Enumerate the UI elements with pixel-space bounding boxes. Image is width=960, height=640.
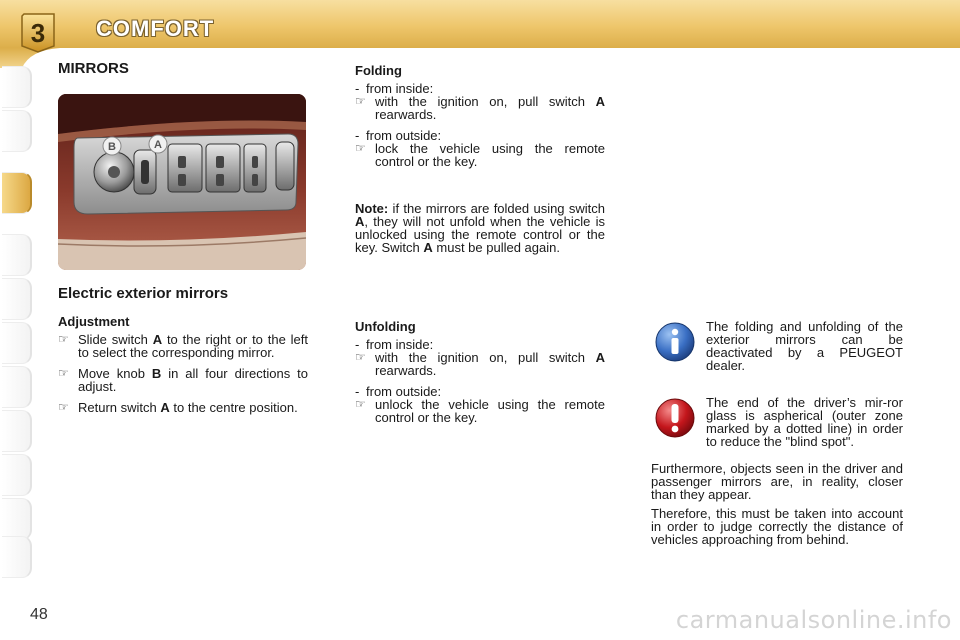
folding-section: Folding - from inside: ☞ with the ignition on, pull switch A rearwards. - from outside: ☞ lock the vehicle using the remote control or the key. [355,63,605,169]
pointing-hand-icon: ☞ [355,94,366,108]
paragraph-closer: Furthermore, objects seen in the driver and passenger mirrors are, in reality, closer than they appear. [651,461,903,502]
adjustment-item-1: ☞ Slide switch A to the right or to the left to select the corresponding mirror. [58,332,309,360]
note-paragraph: Note: if the mirrors are folded using switch A, they will not unfold when the vehicle is unlocked using the remote control or the key. Switch A must be pulled again. [355,201,605,255]
chapter-tab-4[interactable] [2,234,32,276]
folding-inside-label: from inside: [366,81,434,96]
watermark: carmanualsonline.info [675,606,952,634]
paragraph-judge-distance: Therefore, this must be taken into account in order to judge correctly the distance of vehicles approaching from behind. [651,506,903,547]
pointing-hand-icon: ☞ [58,332,69,346]
pointing-hand-icon: ☞ [58,366,69,380]
chapter-tab-1[interactable] [2,66,32,108]
info-icon [653,320,697,364]
pointing-hand-icon: ☞ [58,400,69,414]
adjustment-title: Adjustment [58,314,130,329]
folding-outside-label: from outside: [366,128,442,143]
chapter-number-badge [20,12,56,54]
adjustment-item-2: ☞ Move knob B in all four directions to adjust. [58,366,308,394]
unfolding-inside-step: ☞ with the ignition on, pull switch A rearwards. [355,350,605,378]
svg-text:A: A [154,139,162,151]
unfolding-title: Unfolding [355,319,416,334]
adjustment-item-3: ☞ Return switch A to the centre position. [58,400,298,415]
unfolding-outside-label: from outside: [366,384,442,399]
folding-inside-step: ☞ with the ignition on, pull switch A rearwards. [355,94,605,122]
info-note: The folding and unfolding of the exterior mirrors can be deactivated by a PEUGEOT dealer. [706,319,903,373]
chapter-tab-3-active[interactable] [2,172,32,214]
chapter-tab-5[interactable] [2,278,32,320]
chapter-tab-7[interactable] [2,366,32,408]
svg-text:B: B [108,141,116,153]
warning-note: The end of the driver’s mir-ror glass is aspherical (outer zone marked by a dotted line) in order to reduce the "blind spot". [706,395,903,449]
chapter-tab-6[interactable] [2,322,32,364]
mirror-switch-photo [58,94,306,270]
unfolding-inside-label: from inside: [366,337,434,352]
chapter-tab-2[interactable] [2,110,32,152]
svg-text:3: 3 [30,18,46,48]
pointing-hand-icon: ☞ [355,141,366,155]
warning-icon [653,396,697,440]
chapter-tab-11[interactable] [2,536,32,578]
folding-title: Folding [355,63,402,78]
chapter-title: COMFORT [96,16,215,41]
chapter-tab-strip [0,66,34,578]
folding-outside-step: ☞ lock the vehicle using the remote control or the key. [355,141,605,169]
chapter-tab-9[interactable] [2,454,32,496]
chapter-tab-10[interactable] [2,498,32,540]
unfolding-outside-step: ☞ unlock the vehicle using the remote control or the key. [355,397,605,425]
pointing-hand-icon: ☞ [355,397,366,411]
subsection-title: Electric exterior mirrors [58,285,229,302]
unfolding-section: Unfolding - from inside: ☞ with the ignition on, pull switch A rearwards. - from outside: ☞ unlock the vehicle using the remote control or the key. [355,319,605,425]
page-number: 48 [30,606,48,623]
pointing-hand-icon: ☞ [355,350,366,364]
section-title: MIRRORS [58,60,129,77]
mirror-distance-paragraphs [651,462,903,546]
chapter-tab-8[interactable] [2,410,32,452]
